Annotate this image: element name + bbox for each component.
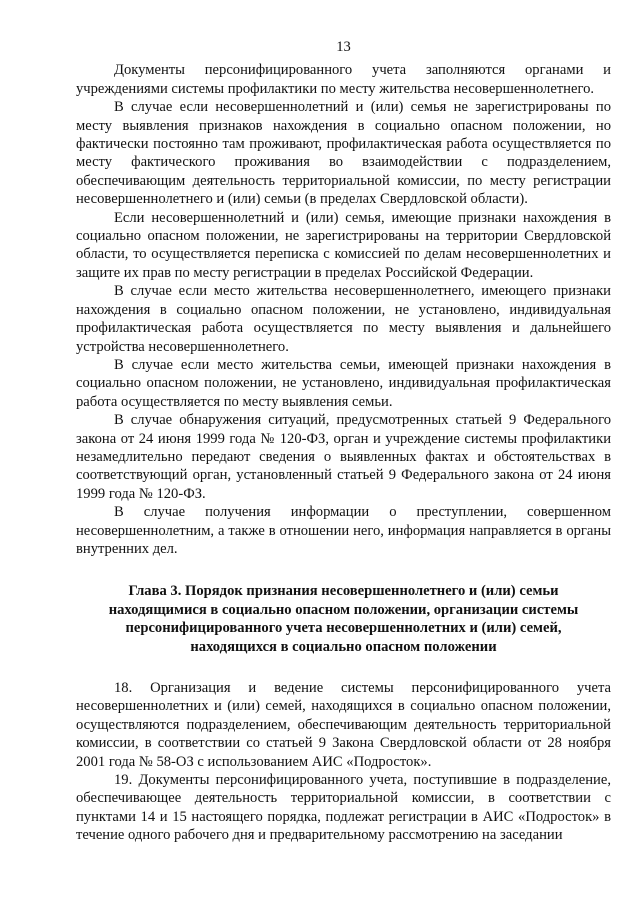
paragraph: 18. Организация и ведение системы персонифицированного учета несовершеннолетних и (или) семей, находящихся в социально опасном положении, осуществляются подразделением, обеспечивающим деятельность территориальной комиссии, в соответствии со статьей 9 Закона Свердловской области от 28 ноября 2001 года № 58-ОЗ с использованием АИС «Подросток».: [76, 680, 611, 770]
paragraph: Документы персонифицированного учета заполняются органами и учреждениями системы профилактики по месту жительства несовершеннолетнего.: [76, 62, 611, 97]
heading-line: Глава 3. Порядок признания несовершеннолетнего и (или) семьи: [128, 583, 559, 600]
heading-line: находящихся в социально опасном положении: [190, 638, 497, 655]
heading-line: находящимися в социально опасном положении, организации системы: [108, 601, 579, 618]
document-page: [76, 38, 611, 845]
heading-line: персонифицированного учета несовершеннолетних и (или) семей,: [125, 620, 562, 637]
paragraph: Если несовершеннолетний и (или) семья, имеющие признаки нахождения в социально опасном положении, не зарегистрированы на территории Свердловской области, то осуществляется переписка с комиссией по делам несовершеннолетних и защите их прав по месту регистрации в пределах Российской Федерации.: [76, 209, 611, 281]
page-number: 13: [336, 39, 351, 55]
paragraph: В случае если место жительства семьи, имеющей признаки нахождения в социально опасном положении, не установлено, индивидуальная профилактическая работа осуществляется по месту выявления семьи.: [76, 356, 611, 410]
paragraph: В случае если несовершеннолетний и (или) семья не зарегистрированы по месту выявления признаков нахождения в социально опасном положении, но фактически постоянно там проживают, профилактическая работа осуществляется по месту фактического проживания во взаимодействии с подразделением, обеспечивающим деятельность территориальной комиссии, по месту регистрации несовершеннолетнего и (или) семьи (в пределах Свердловской области).: [76, 99, 611, 208]
paragraph: 19. Документы персонифицированного учета, поступившие в подразделение, обеспечивающее деятельность территориальной комиссии, в соответствии с пунктами 14 и 15 настоящего порядка, подлежат регистрации в АИС «Подросток» в течение одного рабочего дня и предварительному рассмотрению на заседании: [76, 772, 611, 844]
chapter-heading: [76, 582, 611, 656]
paragraph: В случае получения информации о преступлении, совершенном несовершеннолетним, а также в отношении него, информация направляется в органы внутренних дел.: [76, 504, 611, 557]
paragraph: В случае если место жительства несовершеннолетнего, имеющего признаки нахождения в социально опасном положении, не установлено, индивидуальная профилактическая работа осуществляется по месту выявления и дальнейшего устройства несовершеннолетнего.: [76, 283, 611, 355]
paragraph: В случае обнаружения ситуаций, предусмотренных статьей 9 Федерального закона от 24 июня 1999 года № 120-ФЗ, орган и учреждение системы профилактики незамедлительно передают сведения о выявленных фактах и обстоятельствах в соответствующий орган, установленный статьей 9 Федерального закона от 24 июня 1999 года № 120-ФЗ.: [76, 412, 611, 502]
